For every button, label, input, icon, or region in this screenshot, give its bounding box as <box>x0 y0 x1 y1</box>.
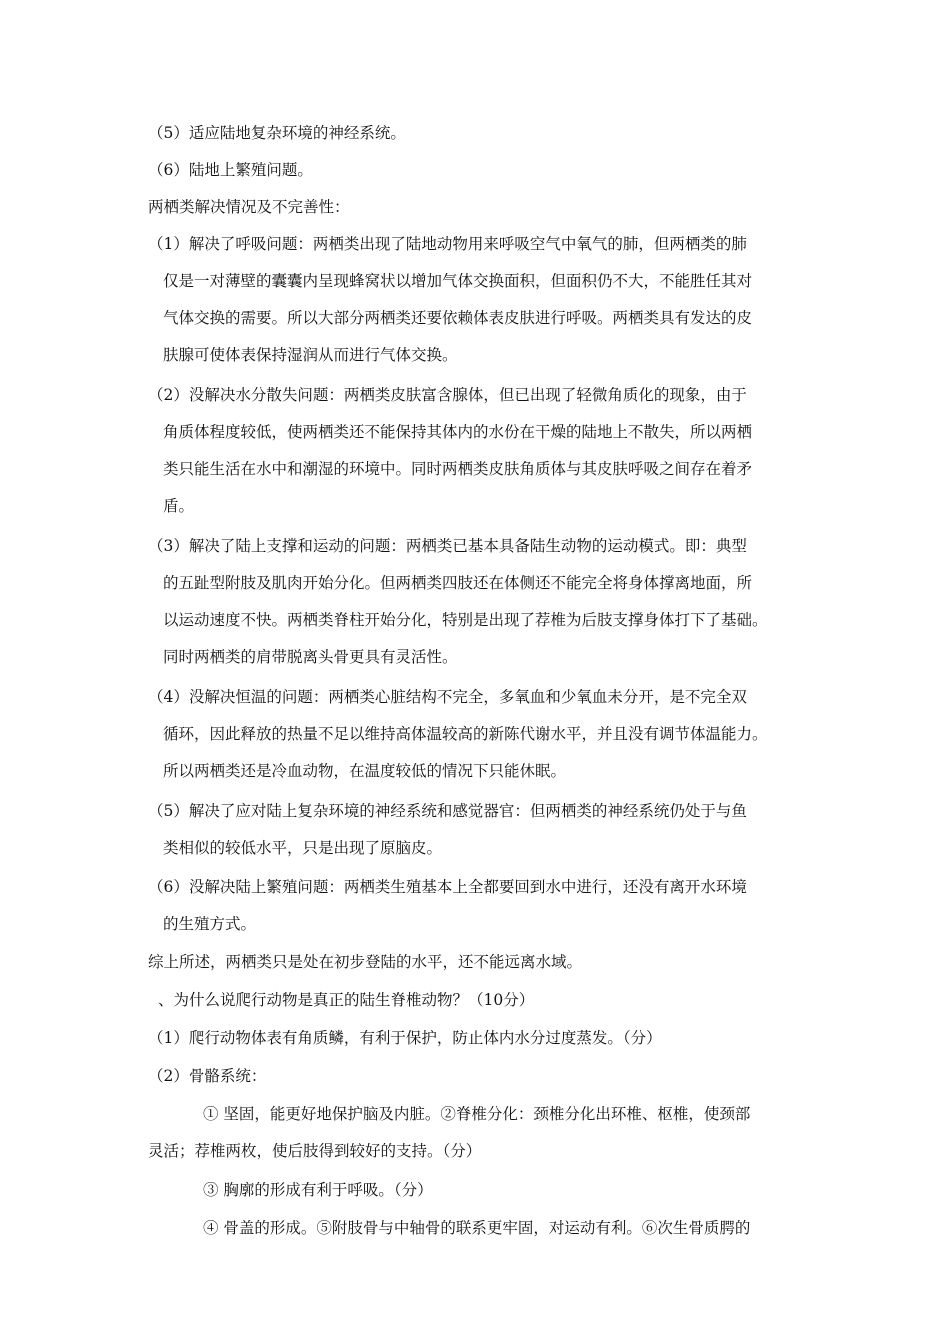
text-line: 所以两栖类还是冷血动物，在温度较低的情况下只能休眠。 <box>163 762 567 780</box>
text-line: ④ 骨盖的形成。⑤附肢骨与中轴骨的联系更牢固，对运动有利。⑥次生骨质腭的 <box>203 1219 751 1237</box>
section-heading: 两栖类解决情况及不完善性： <box>148 198 350 216</box>
text-line: 角质体程度较低，使两栖类还不能保持其体内的水份在干燥的陆地上不散失，所以两栖 <box>163 423 753 441</box>
text-line: 气体交换的需要。所以大部分两栖类还要依赖体表皮肤进行呼吸。两栖类具有发达的皮 <box>163 309 753 327</box>
question-heading: 、为什么说爬行动物是真正的陆生脊椎动物？（10分） <box>158 991 535 1009</box>
text-line: 循环，因此释放的热量不足以维持高体温较高的新陈代谢水平，并且没有调节体温能力。 <box>163 725 768 743</box>
text-line: 的五趾型附肢及肌肉开始分化。但两栖类四肢还在体侧还不能完全将身体撑离地面，所 <box>163 574 753 592</box>
summary-line: 综上所述，两栖类只是处在初步登陆的水平，还不能远离水域。 <box>148 953 583 971</box>
text-line: （4）没解决恒温的问题：两栖类心脏结构不完全，多氧血和少氧血未分开，是不完全双 <box>148 688 747 706</box>
text-line: 以运动速度不快。两栖类脊柱开始分化，特别是出现了荐椎为后肢支撑身体打下了基础。 <box>163 611 768 629</box>
text-line: （1）解决了呼吸问题：两栖类出现了陆地动物用来呼吸空气中氧气的肺，但两栖类的肺 <box>148 235 747 253</box>
text-line: （6）没解决陆上繁殖问题：两栖类生殖基本上全都要回到水中进行，还没有离开水环境 <box>148 878 747 896</box>
text-line: （2）没解决水分散失问题：两栖类皮肤富含腺体，但已出现了轻微角质化的现象，由于 <box>148 386 747 404</box>
text-line: 仅是一对薄壁的囊囊内呈现蜂窝状以增加气体交换面积，但面积仍不大，不能胜任其对 <box>163 272 753 290</box>
text-line: （2）骨骼系统： <box>148 1067 267 1085</box>
text-line: ③ 胸廓的形成有利于呼吸。（分） <box>203 1181 433 1199</box>
text-line: 类只能生活在水中和潮湿的环境中。同时两栖类皮肤角质体与其皮肤呼吸之间存在着矛 <box>163 460 753 478</box>
text-line: （3）解决了陆上支撑和运动的问题：两栖类已基本具备陆生动物的运动模式。即：典型 <box>148 537 747 555</box>
text-line: 的生殖方式。 <box>163 915 257 933</box>
text-line: 灵活；荐椎两枚，使后肢得到较好的支持。（分） <box>148 1142 482 1160</box>
text-line: （6）陆地上繁殖问题。 <box>148 161 313 179</box>
text-line: 盾。 <box>163 497 195 515</box>
text-line: （1）爬行动物体表有角质鳞，有利于保护，防止体内水分过度蒸发。（分） <box>148 1029 662 1047</box>
text-line: （5）适应陆地复杂环境的神经系统。 <box>148 124 406 142</box>
text-line: 同时两栖类的肩带脱离头骨更具有灵活性。 <box>163 648 458 666</box>
text-line: ① 坚固，能更好地保护脑及内脏。②脊椎分化：颈椎分化出环椎、枢椎，使颈部 <box>203 1105 751 1123</box>
text-line: 类相似的较低水平，只是出现了原脑皮。 <box>163 839 443 857</box>
text-line: 肤腺可使体表保持湿润从而进行气体交换。 <box>163 346 458 364</box>
text-line: （5）解决了应对陆上复杂环境的神经系统和感觉器官：但两栖类的神经系统仍处于与鱼 <box>148 802 747 820</box>
